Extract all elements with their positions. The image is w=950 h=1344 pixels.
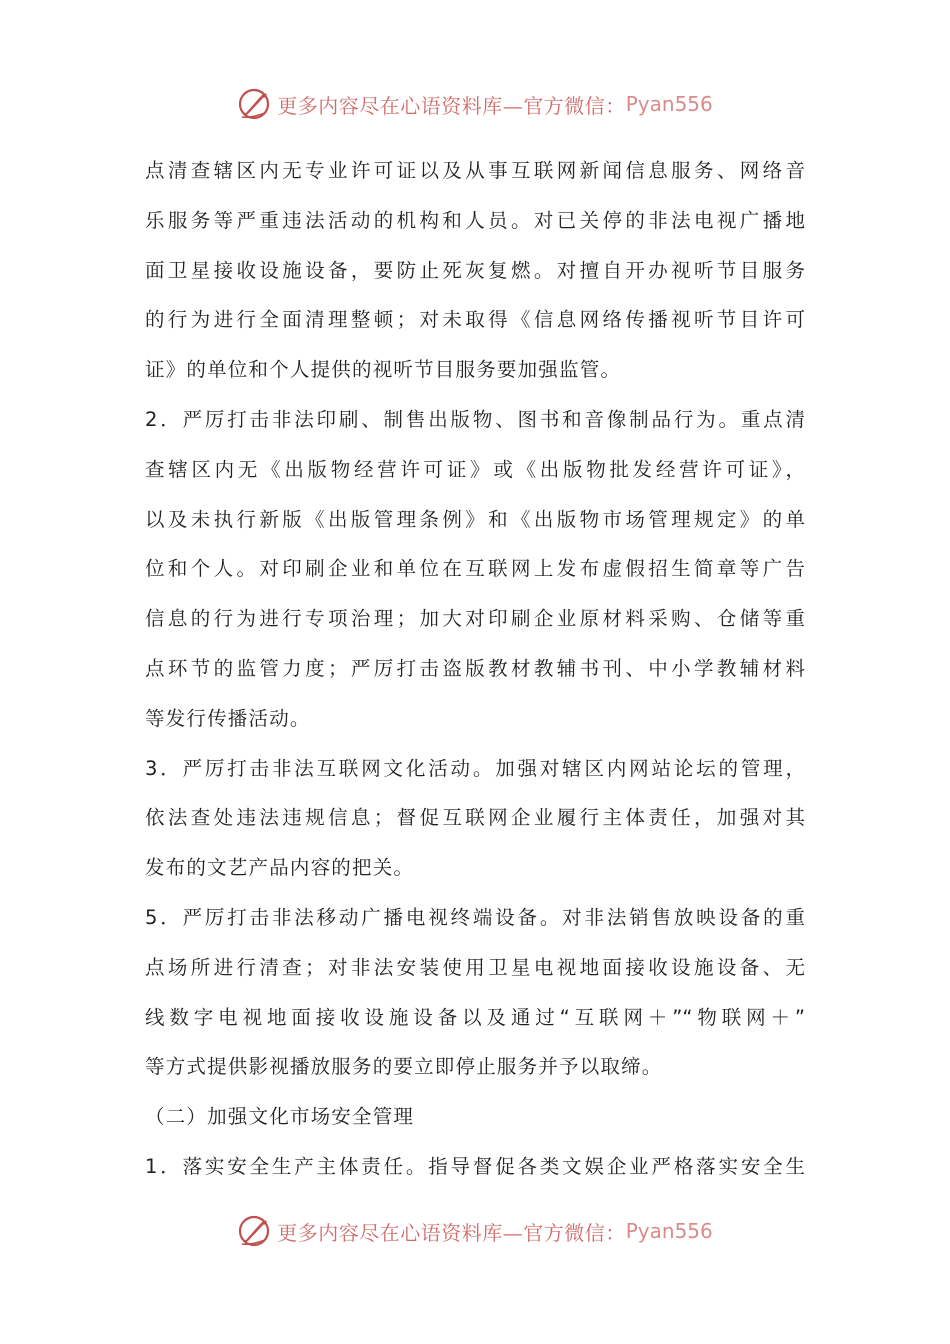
watermark-text: 更多内容尽在心语资料库—官方微信： <box>277 93 626 118</box>
text-line: 点场所进行清查；对非法安装使用卫星电视地面接收设施设备、无 <box>145 955 805 979</box>
watermark-wechat-id: Pyan556 <box>625 92 713 116</box>
watermark-text: 更多内容尽在心语资料库—官方微信： <box>277 1220 626 1245</box>
watermark-footer <box>0 1211 950 1251</box>
text-line: 的行为进行全面清理整顿；对未取得《信息网络传播视听节目许可 <box>145 308 805 332</box>
text-line: 乐服务等严重违法活动的机构和人员。对已关停的非法电视广播地 <box>145 208 805 232</box>
text-line: 证》的单位和个人提供的视听节目服务要加强监管。 <box>145 358 622 382</box>
text-line: 位和个人。对印刷企业和单位在互联网上发布虚假招生简章等广告 <box>145 557 805 581</box>
quill-pen-logo-icon <box>237 87 271 121</box>
text-line: 点清查辖区内无专业许可证以及从事互联网新闻信息服务、网络音 <box>145 159 805 182</box>
text-line: 1．落实安全生产主体责任。指导督促各类文娱企业严格落实安全生 <box>145 1154 805 1178</box>
text-line: 5．严厉打击非法移动广播电视终端设备。对非法销售放映设备的重 <box>145 905 805 929</box>
text-line: 点环节的监管力度；严厉打击盗版教材教辅书刊、中小学教辅材料 <box>145 656 805 680</box>
section-heading: （二）加强文化市场安全管理 <box>145 1105 415 1129</box>
text-line: 等发行传播活动。 <box>145 706 311 730</box>
text-line: 信息的行为进行专项治理；加大对印刷企业原材料采购、仓储等重 <box>145 607 805 631</box>
text-line: 线数字电视地面接收设施设备以及通过“互联网＋”“物联网＋” <box>145 1005 805 1029</box>
document-body <box>145 146 805 1192</box>
text-line: 依法查处违法违规信息；督促互联网企业履行主体责任，加强对其 <box>145 806 805 830</box>
watermark-wechat-id: Pyan556 <box>625 1219 713 1243</box>
text-line: 2．严厉打击非法印刷、制售出版物、图书和音像制品行为。重点清 <box>145 407 805 431</box>
text-line: 发布的文艺产品内容的把关。 <box>145 856 415 880</box>
quill-pen-logo-icon <box>237 1214 271 1248</box>
text-line: 面卫星接收设施设备，要防止死灰复燃。对擅自开办视听节目服务 <box>145 258 805 282</box>
watermark-header <box>0 84 950 124</box>
text-line: 以及未执行新版《出版管理条例》和《出版物市场管理规定》的单 <box>145 507 805 531</box>
text-line: 3．严厉打击非法互联网文化活动。加强对辖区内网站论坛的管理， <box>145 756 805 780</box>
text-line: 等方式提供影视播放服务的要立即停止服务并予以取缔。 <box>145 1055 663 1079</box>
text-line: 查辖区内无《出版物经营许可证》或《出版物批发经营许可证》， <box>145 457 805 481</box>
